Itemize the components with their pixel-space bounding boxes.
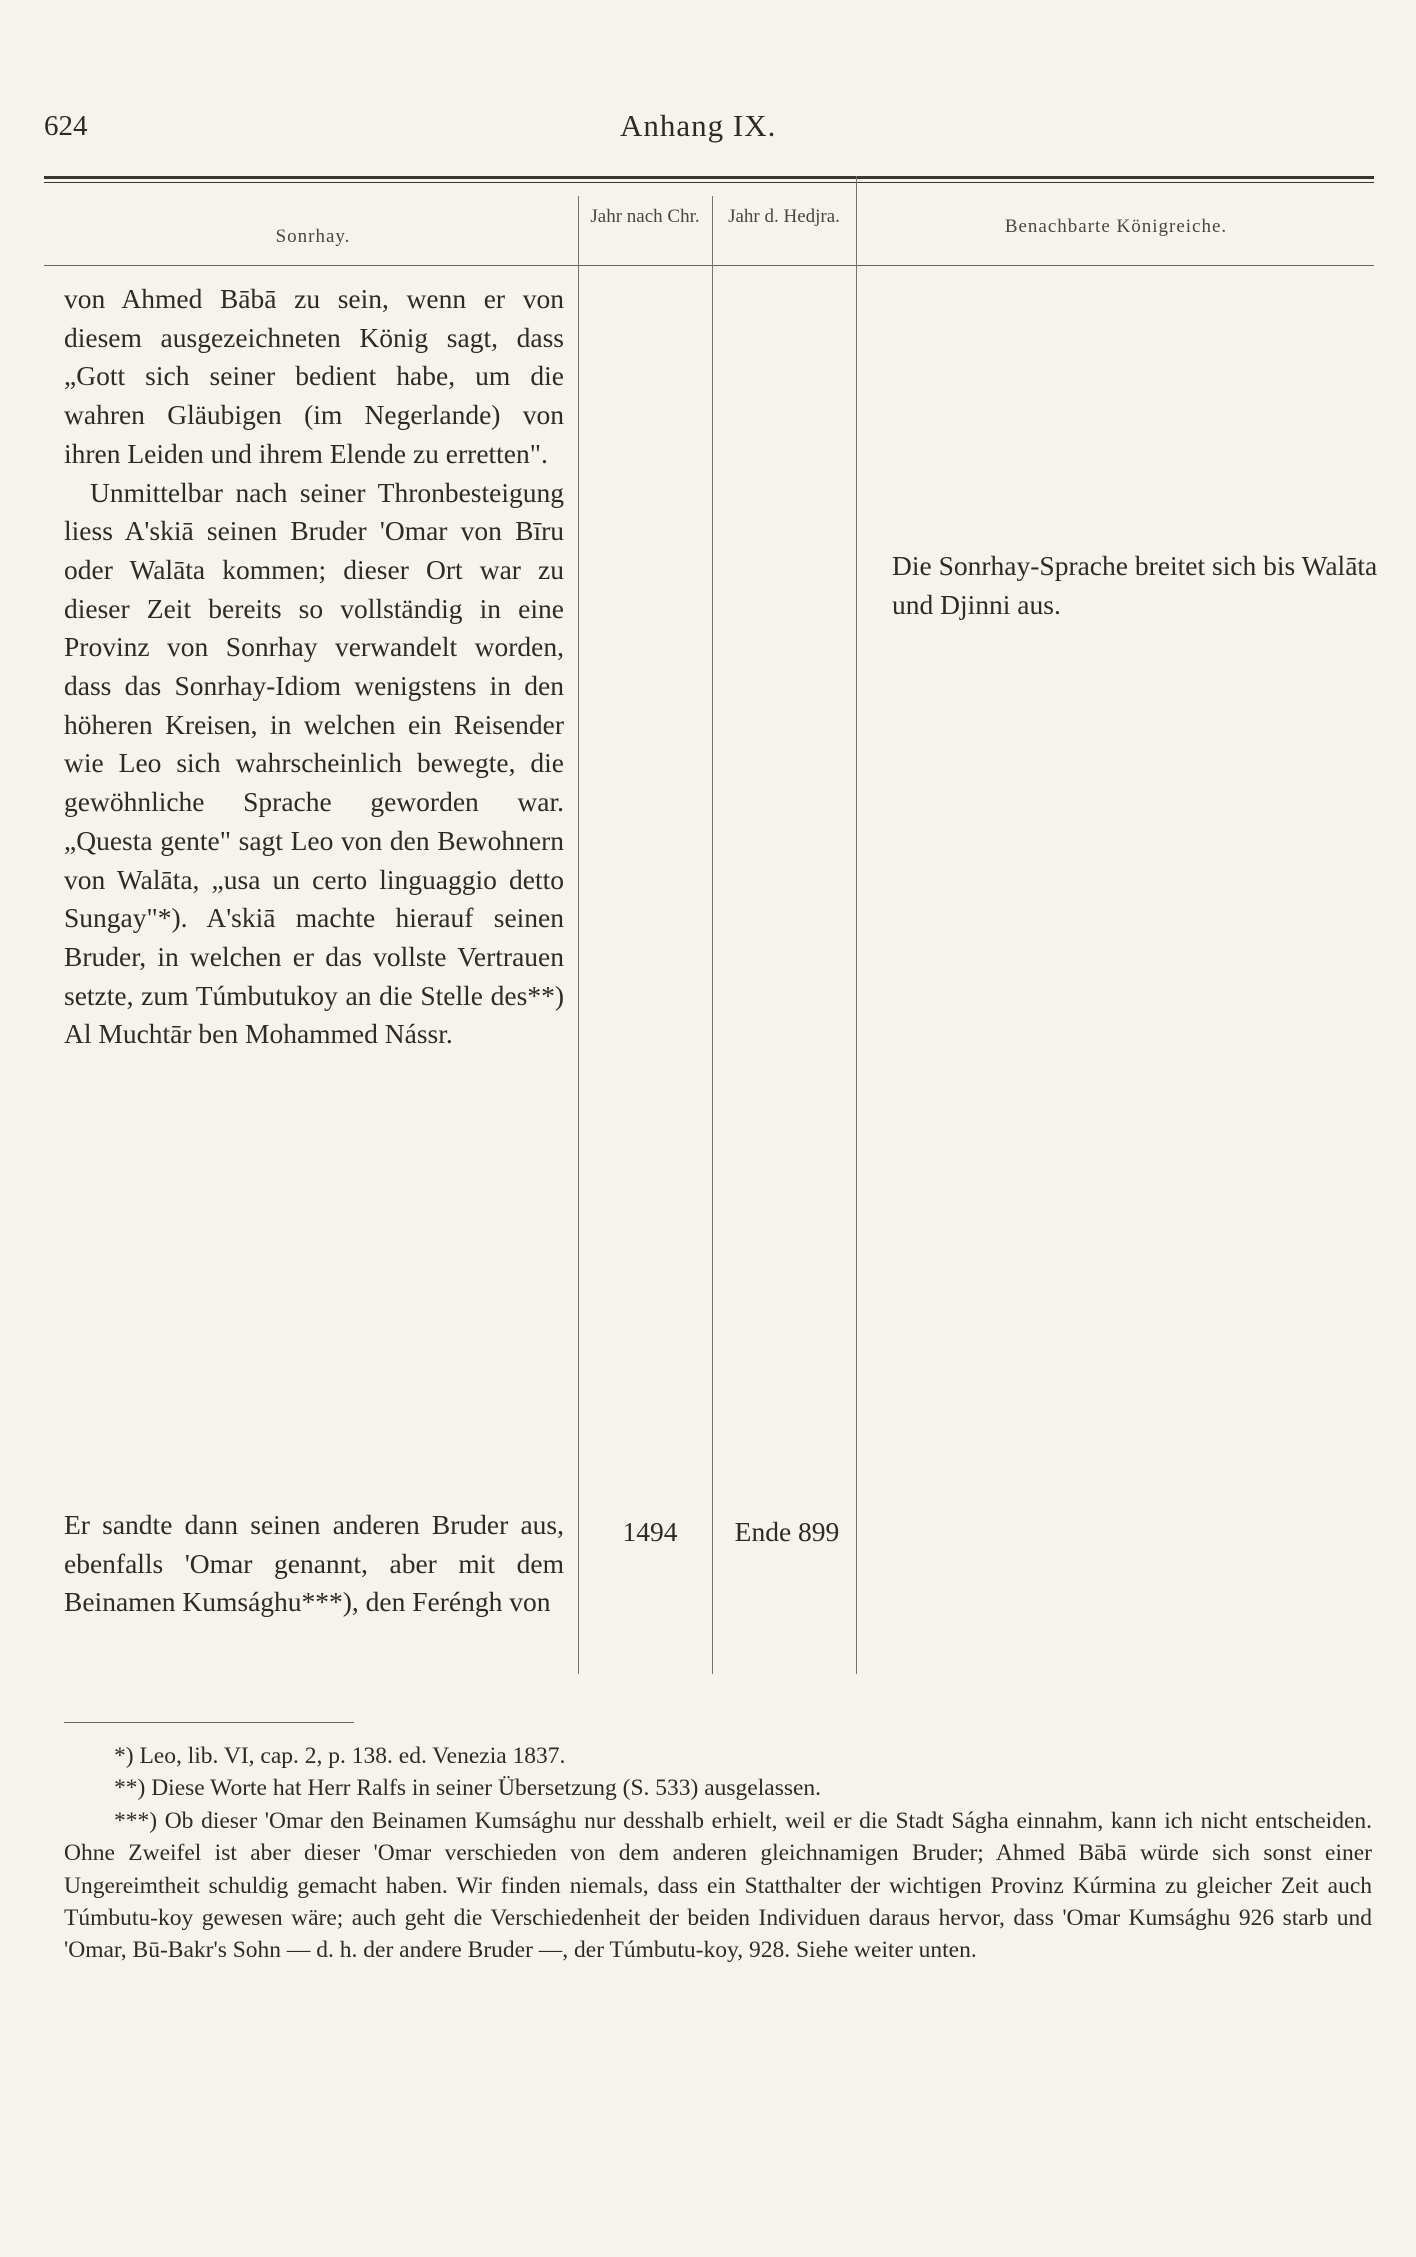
- footnote-1: *) Leo, lib. VI, cap. 2, p. 138. ed. Venezia 1837.: [114, 1743, 566, 1769]
- year-hedjra-value: Ende 899: [734, 1516, 840, 1547]
- column-header-nachbar: Benachbarte Königreiche.: [1004, 216, 1228, 237]
- sonrhay-text-block-2: [64, 1506, 564, 1622]
- column-divider-3: [856, 176, 857, 1674]
- running-head: Anhang IX.: [620, 108, 777, 143]
- top-rule-thin: [44, 182, 1374, 183]
- year-chr-value: 1494: [622, 1516, 678, 1547]
- paragraph: von Ahmed Bābā zu sein, wenn er von diesem ausgezeichneten König sagt, dass „Gott sich seiner bedient habe, um die wahren Gläubigen (im Negerlande) von ihren Leiden und ihrem Elende zu erretten".: [64, 283, 564, 469]
- sonrhay-text-block-1: [64, 280, 564, 1054]
- header-rule: [44, 265, 1374, 266]
- page-number: 624: [44, 110, 88, 142]
- top-rule: [44, 176, 1374, 179]
- column-divider-2: [712, 196, 713, 1674]
- footnote-rule: [64, 1722, 354, 1723]
- footnotes: [64, 1740, 1372, 1967]
- paragraph: Unmittelbar nach seiner Thronbesteigung liess A'skiā seinen Bruder 'Omar von Bīru oder Walāta kommen; dieser Ort war zu dieser Zeit bereits so vollständig in eine Provinz von Sonrhay verwandelt worden, dass das Sonrhay-Idiom wenigstens in den höheren Kreisen, in welchen ein Reisender wie Leo sich wahrscheinlich bewegte, die gewöhnliche Sprache geworden war. „Questa gente" sagt Leo von den Bewohnern von Walāta, „usa un certo linguaggio detto Sungay"*). A'skiā machte hierauf seinen Bruder, in welchen er das vollste Vertrauen setzte, zum Túmbutukoy an die Stelle des**) Al Muchtār ben Mohammed Nássr.: [64, 476, 564, 1050]
- footnote-2: **) Diese Worte hat Herr Ralfs in seiner Übersetzung (S. 533) ausgelassen.: [114, 1775, 822, 1802]
- column-divider-1: [578, 196, 579, 1674]
- footnote-3: ***) Ob dieser 'Omar den Beinamen Kumsághu nur desshalb erhielt, weil er die Stadt Ságha einnahm, kann ich nicht entscheiden. Ohne Zweifel ist aber dieser 'Omar verschieden von dem anderen gleichnamigen Bruder; Ahmed Bābā würde sich sonst einer Ungereimtheit schuldig gemacht haben. Wir finden niemals, dass ein Statthalter der wichtigen Provinz Kúrmina zu gleicher Zeit auch Túmbutu-koy gewesen wäre; auch geht die Verschiedenheit der beiden Individuen daraus hervor, dass 'Omar Kumsághu 926 starb und 'Omar, Bū-Bakr's Sohn — d. h. der andere Bruder —, der Túmbutu-koy, 928. Siehe weiter unten.: [64, 1807, 1372, 1964]
- column-header-sonrhay: Sonrhay.: [275, 226, 351, 247]
- paragraph: Er sandte dann seinen anderen Bruder aus, ebenfalls 'Omar genannt, aber mit dem Beinamen Kumsághu***), den Feréngh von: [64, 1509, 564, 1618]
- column-header-jahr-chr: Jahr nach Chr.: [590, 206, 700, 227]
- column-header-jahr-hedjra: Jahr d. Hedjra.: [728, 206, 840, 227]
- paragraph: Die Sonrhay-Sprache breitet sich bis Walāta und Djinni aus.: [892, 550, 1378, 620]
- nachbar-entry: [892, 546, 1378, 624]
